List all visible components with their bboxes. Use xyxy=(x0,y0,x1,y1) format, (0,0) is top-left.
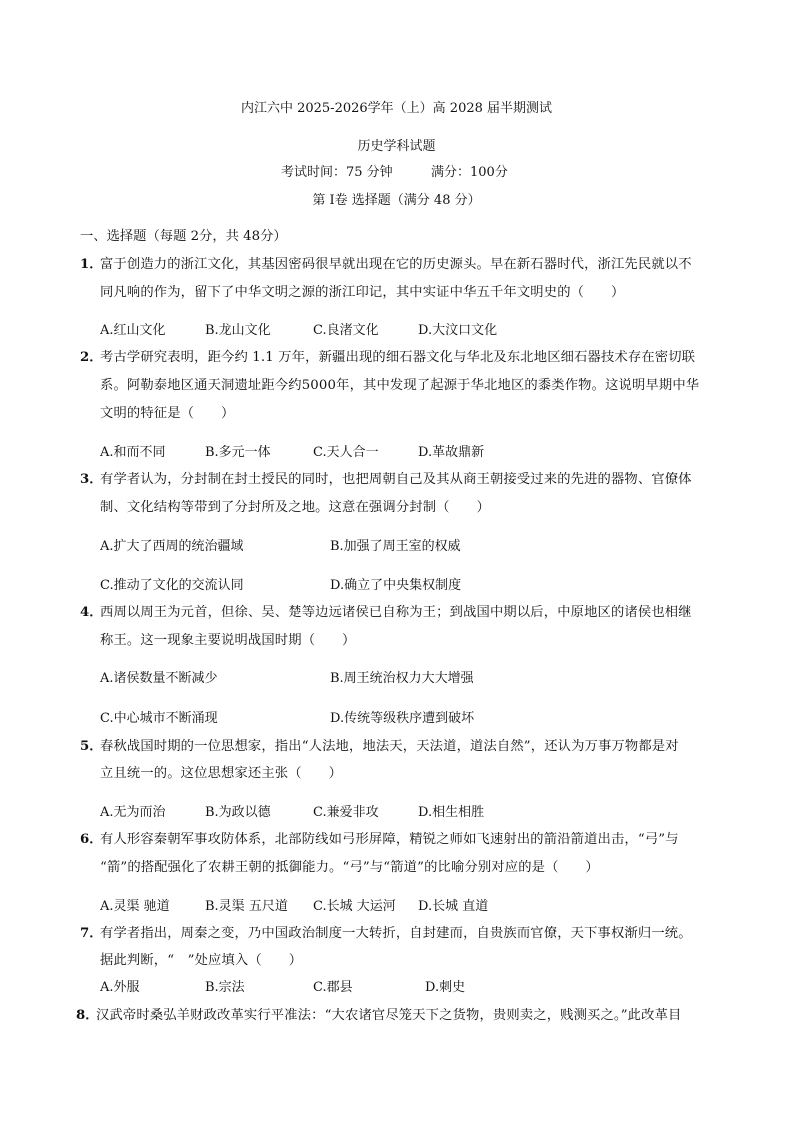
subject-title: 历史学科试题 xyxy=(357,139,436,154)
option-a: A.和而不同 xyxy=(100,445,166,460)
exam-title: 内江六中 2025-2026学年（上）高 2028 届半期测试 xyxy=(240,101,553,116)
option-a: A.扩大了西周的统治疆域 xyxy=(100,539,244,554)
question-text-line: 立且统一的。这位思想家还主张（ ） xyxy=(100,766,343,781)
option-b: B.龙山文化 xyxy=(205,323,271,338)
option-d: D.传统等级秩序遭到破坏 xyxy=(330,711,475,726)
option-a: A.诸侯数量不断减少 xyxy=(100,671,218,686)
option-b: B.为政以德 xyxy=(205,805,271,820)
option-c: C.郡县 xyxy=(313,980,353,995)
question-text-line: 有学者指出，周秦之变，乃中国政治制度一大转折，自封建而，自贵族而官僚，天下事权渐归一统。 xyxy=(100,926,692,941)
option-d: D.大汶口文化 xyxy=(418,323,498,338)
question-text-line: 制、文化结构等带到了分封所及之地。这意在强调分封制（ ） xyxy=(100,500,490,515)
question-number: 1． xyxy=(80,257,103,272)
option-c: C.天人合一 xyxy=(313,445,379,460)
volume-title: 第 I卷 选择题（满分 48 分） xyxy=(312,193,481,208)
question-text-line: 同凡响的作为，留下了中华文明之源的浙江印记，其中实证中华五千年文明史的（ ） xyxy=(100,285,625,300)
question-number: 5． xyxy=(80,739,103,754)
option-d: D.刺史 xyxy=(425,980,466,995)
question-text-line: 春秋战国时期的一位思想家，指出“人法地，地法天，天法道，道法自然”，还认为万事万物都是对 xyxy=(100,739,679,754)
question-text-line: 有学者认为，分封制在封土授民的同时，也把周朝自己及其从商王朝接受过来的先进的器物、官僚体 xyxy=(100,472,692,487)
option-d: D.革故鼎新 xyxy=(418,445,485,460)
question-text-line: 据此判断，“ ”处应填入（ ） xyxy=(100,953,303,968)
question-text-line: 文明的特征是（ ） xyxy=(100,406,235,421)
question-number: 7． xyxy=(80,926,103,941)
question-number: 8． xyxy=(76,1008,99,1023)
option-c: C.良渚文化 xyxy=(313,323,379,338)
option-b: B.多元一体 xyxy=(205,445,271,460)
question-text-line: 富于创造力的浙江文化，其基因密码很早就出现在它的历史源头。早在新石器时代，浙江先民就以不 xyxy=(100,257,692,272)
option-c: C.中心城市不断涌现 xyxy=(100,711,218,726)
option-d: D.长城 直道 xyxy=(418,899,489,914)
question-text-line: 汉武帝时桑弘羊财政改革实行平准法：“大农诸官尽笼天下之货物，贵则卖之，贱测买之。”此改革目 xyxy=(96,1008,682,1023)
option-c: C.推动了文化的交流认同 xyxy=(100,578,244,593)
option-b: B.周王统治权力大大增强 xyxy=(330,671,474,686)
option-a: A.红山文化 xyxy=(100,323,166,338)
option-d: D.相生相胜 xyxy=(418,805,485,820)
question-text-line: “箭”的搭配强化了农耕王朝的抵御能力。“弓”与“箭道”的比喻分别对应的是（ ） xyxy=(100,860,599,875)
option-b: B.加强了周王室的权威 xyxy=(330,539,461,554)
option-c: C.长城 大运河 xyxy=(313,899,396,914)
option-d: D.确立了中央集权制度 xyxy=(330,578,462,593)
question-text-line: 考古学研究表明，距今约 1.1 万年，新疆出现的细石器文化与华北及东北地区细石器技术存在密切联 xyxy=(100,350,696,365)
question-text-line: 西周以周王为元首，但徐、吴、楚等边远诸侯已自称为王；到战国中期以后，中原地区的诸侯也相继 xyxy=(100,605,692,620)
option-a: A.外服 xyxy=(100,980,140,995)
option-b: B.灵渠 五尺道 xyxy=(205,899,288,914)
question-text-line: 称王。这一现象主要说明战国时期（ ） xyxy=(100,633,356,648)
question-number: 2． xyxy=(80,350,103,365)
option-a: A.无为而治 xyxy=(100,805,166,820)
full-score: 满分：100分 xyxy=(431,165,508,180)
option-c: C.兼爱非攻 xyxy=(313,805,379,820)
section-title: 一、选择题（每题 2分，共 48分） xyxy=(80,229,287,244)
exam-time: 考试时间：75 分钟 xyxy=(281,165,393,180)
question-number: 6． xyxy=(80,832,103,847)
question-text-line: 系。阿勒泰地区通天洞遗址距今约5000年，其中发现了起源于华北地区的黍类作物。这说明早期中华 xyxy=(100,378,700,393)
question-number: 4． xyxy=(80,605,103,620)
question-number: 3． xyxy=(80,472,103,487)
option-a: A.灵渠 驰道 xyxy=(100,899,170,914)
question-text-line: 有人形容秦朝军事攻防体系，北部防线如弓形屏障，精锐之师如飞速射出的箭沿箭道出击，“弓”与 xyxy=(100,832,679,847)
option-b: B.宗法 xyxy=(205,980,245,995)
